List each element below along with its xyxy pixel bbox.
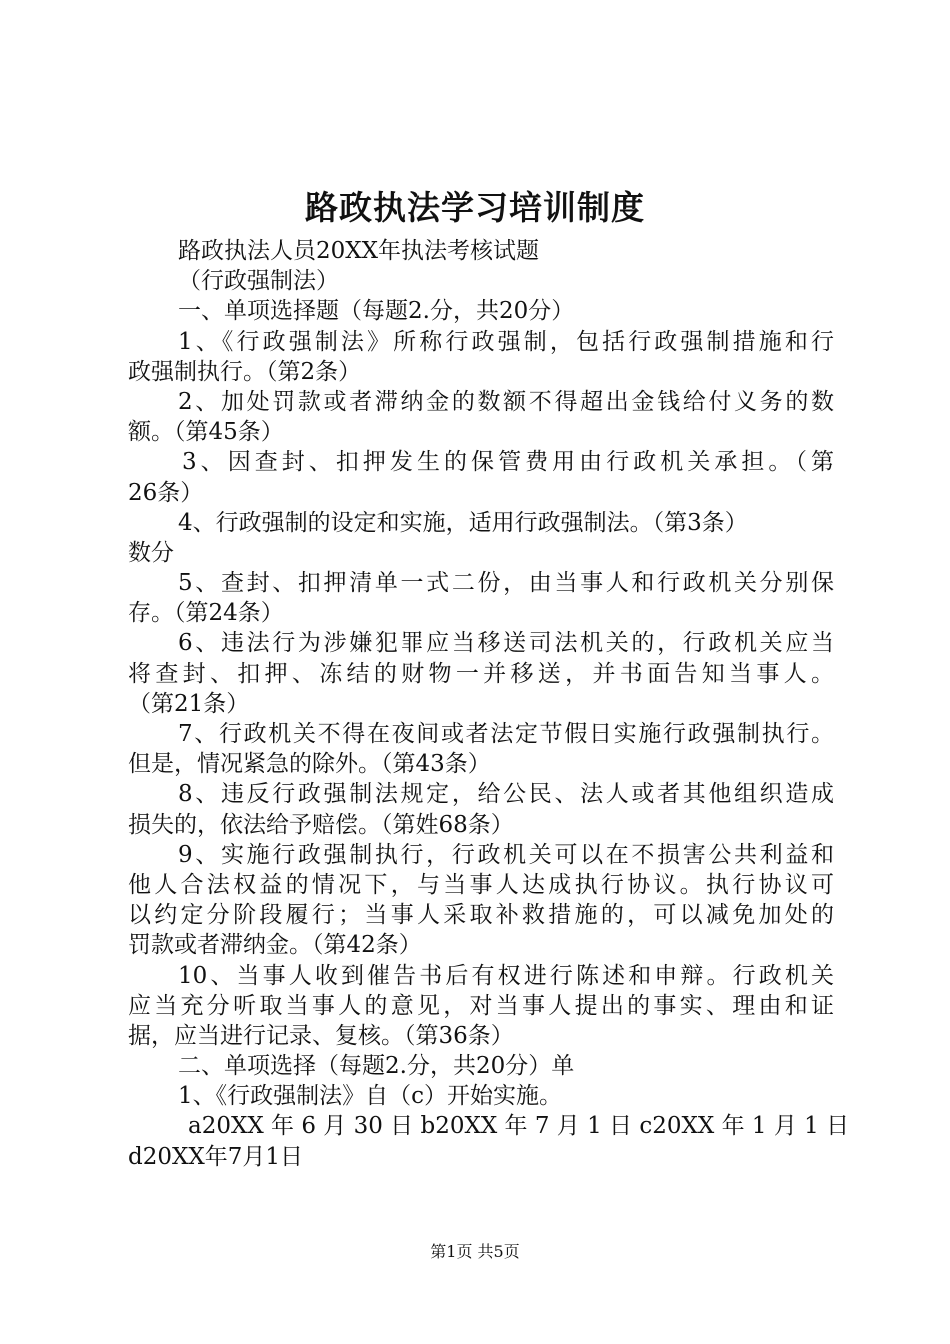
paragraph-line: 2、加处罚款或者滞纳金的数额不得超出金钱给付义务的数 bbox=[178, 388, 834, 415]
paragraph-line: 26条） bbox=[128, 479, 204, 506]
paragraph-line: （行政强制法） bbox=[178, 268, 339, 295]
paragraph-line: 4、行政强制的设定和实施，适用行政强制法。（第3条） bbox=[178, 509, 748, 536]
paragraph-line: （第21条） bbox=[128, 690, 250, 717]
paragraph-line: 7、行政机关不得在夜间或者法定节假日实施行政强制执行。 bbox=[178, 721, 834, 747]
paragraph-line: 8、违反行政强制法规定，给公民、法人或者其他组织造成 bbox=[178, 781, 834, 808]
paragraph-line: 额。（第45条） bbox=[128, 419, 284, 446]
paragraph-line: 5、查封、扣押清单一式二份，由当事人和行政机关分别保 bbox=[178, 570, 834, 597]
paragraph-line: 数分 bbox=[128, 539, 174, 566]
paragraph-line: 1、《行政强制法》自（c）开始实施。 bbox=[178, 1083, 563, 1110]
page-footer: 第1页 共5页 bbox=[430, 1242, 520, 1261]
paragraph-line: a20XX 年 6 月 30 日 b20XX 年 7 月 1 日 c20XX 年 1 月 1 日 bbox=[188, 1113, 850, 1140]
paragraph-line: 应当充分听取当事人的意见，对当事人提出的事实、理由和证 bbox=[128, 992, 834, 1019]
paragraph-line: 存。（第24条） bbox=[128, 600, 284, 627]
paragraph-line: 罚款或者滞纳金。（第42条） bbox=[128, 932, 422, 959]
paragraph-line: 二、单项选择（每题2.分，共20分）单 bbox=[178, 1053, 575, 1080]
paragraph-line: 路政执法人员20XX年执法考核试题 bbox=[178, 238, 540, 264]
paragraph-line: 损失的，依法给予赔偿。（第姓68条） bbox=[128, 811, 514, 838]
document-title: 路政执法学习培训制度 bbox=[305, 188, 645, 227]
paragraph-line: 政强制执行。（第2条） bbox=[128, 358, 362, 385]
paragraph-line: 据，应当进行记录、复核。（第36条） bbox=[128, 1022, 514, 1049]
paragraph-line: 他人合法权益的情况下，与当事人达成执行协议。执行协议可 bbox=[128, 871, 834, 898]
paragraph-line: 6、违法行为涉嫌犯罪应当移送司法机关的，行政机关应当 bbox=[178, 630, 834, 657]
paragraph-line: 但是，情况紧急的除外。（第43条） bbox=[128, 751, 491, 778]
paragraph-line: d20XX年7月1日 bbox=[128, 1143, 304, 1170]
paragraph-line: 一、单项选择题（每题2.分，共20分） bbox=[178, 298, 575, 325]
paragraph-line: 1、《行政强制法》所称行政强制，包括行政强制措施和行 bbox=[178, 328, 834, 355]
paragraph-line: 10、当事人收到催告书后有权进行陈述和申辩。行政机关 bbox=[178, 962, 834, 989]
document-body bbox=[128, 236, 850, 1172]
paragraph-line: 3、因查封、扣押发生的保管费用由行政机关承担。（第 bbox=[182, 449, 834, 476]
paragraph-line: 以约定分阶段履行；当事人采取补救措施的，可以减免加处的 bbox=[128, 902, 834, 929]
paragraph-line: 将查封、扣押、冻结的财物一并移送，并书面告知当事人。 bbox=[128, 660, 834, 687]
paragraph-line: 9、实施行政强制执行，行政机关可以在不损害公共利益和 bbox=[178, 841, 834, 868]
